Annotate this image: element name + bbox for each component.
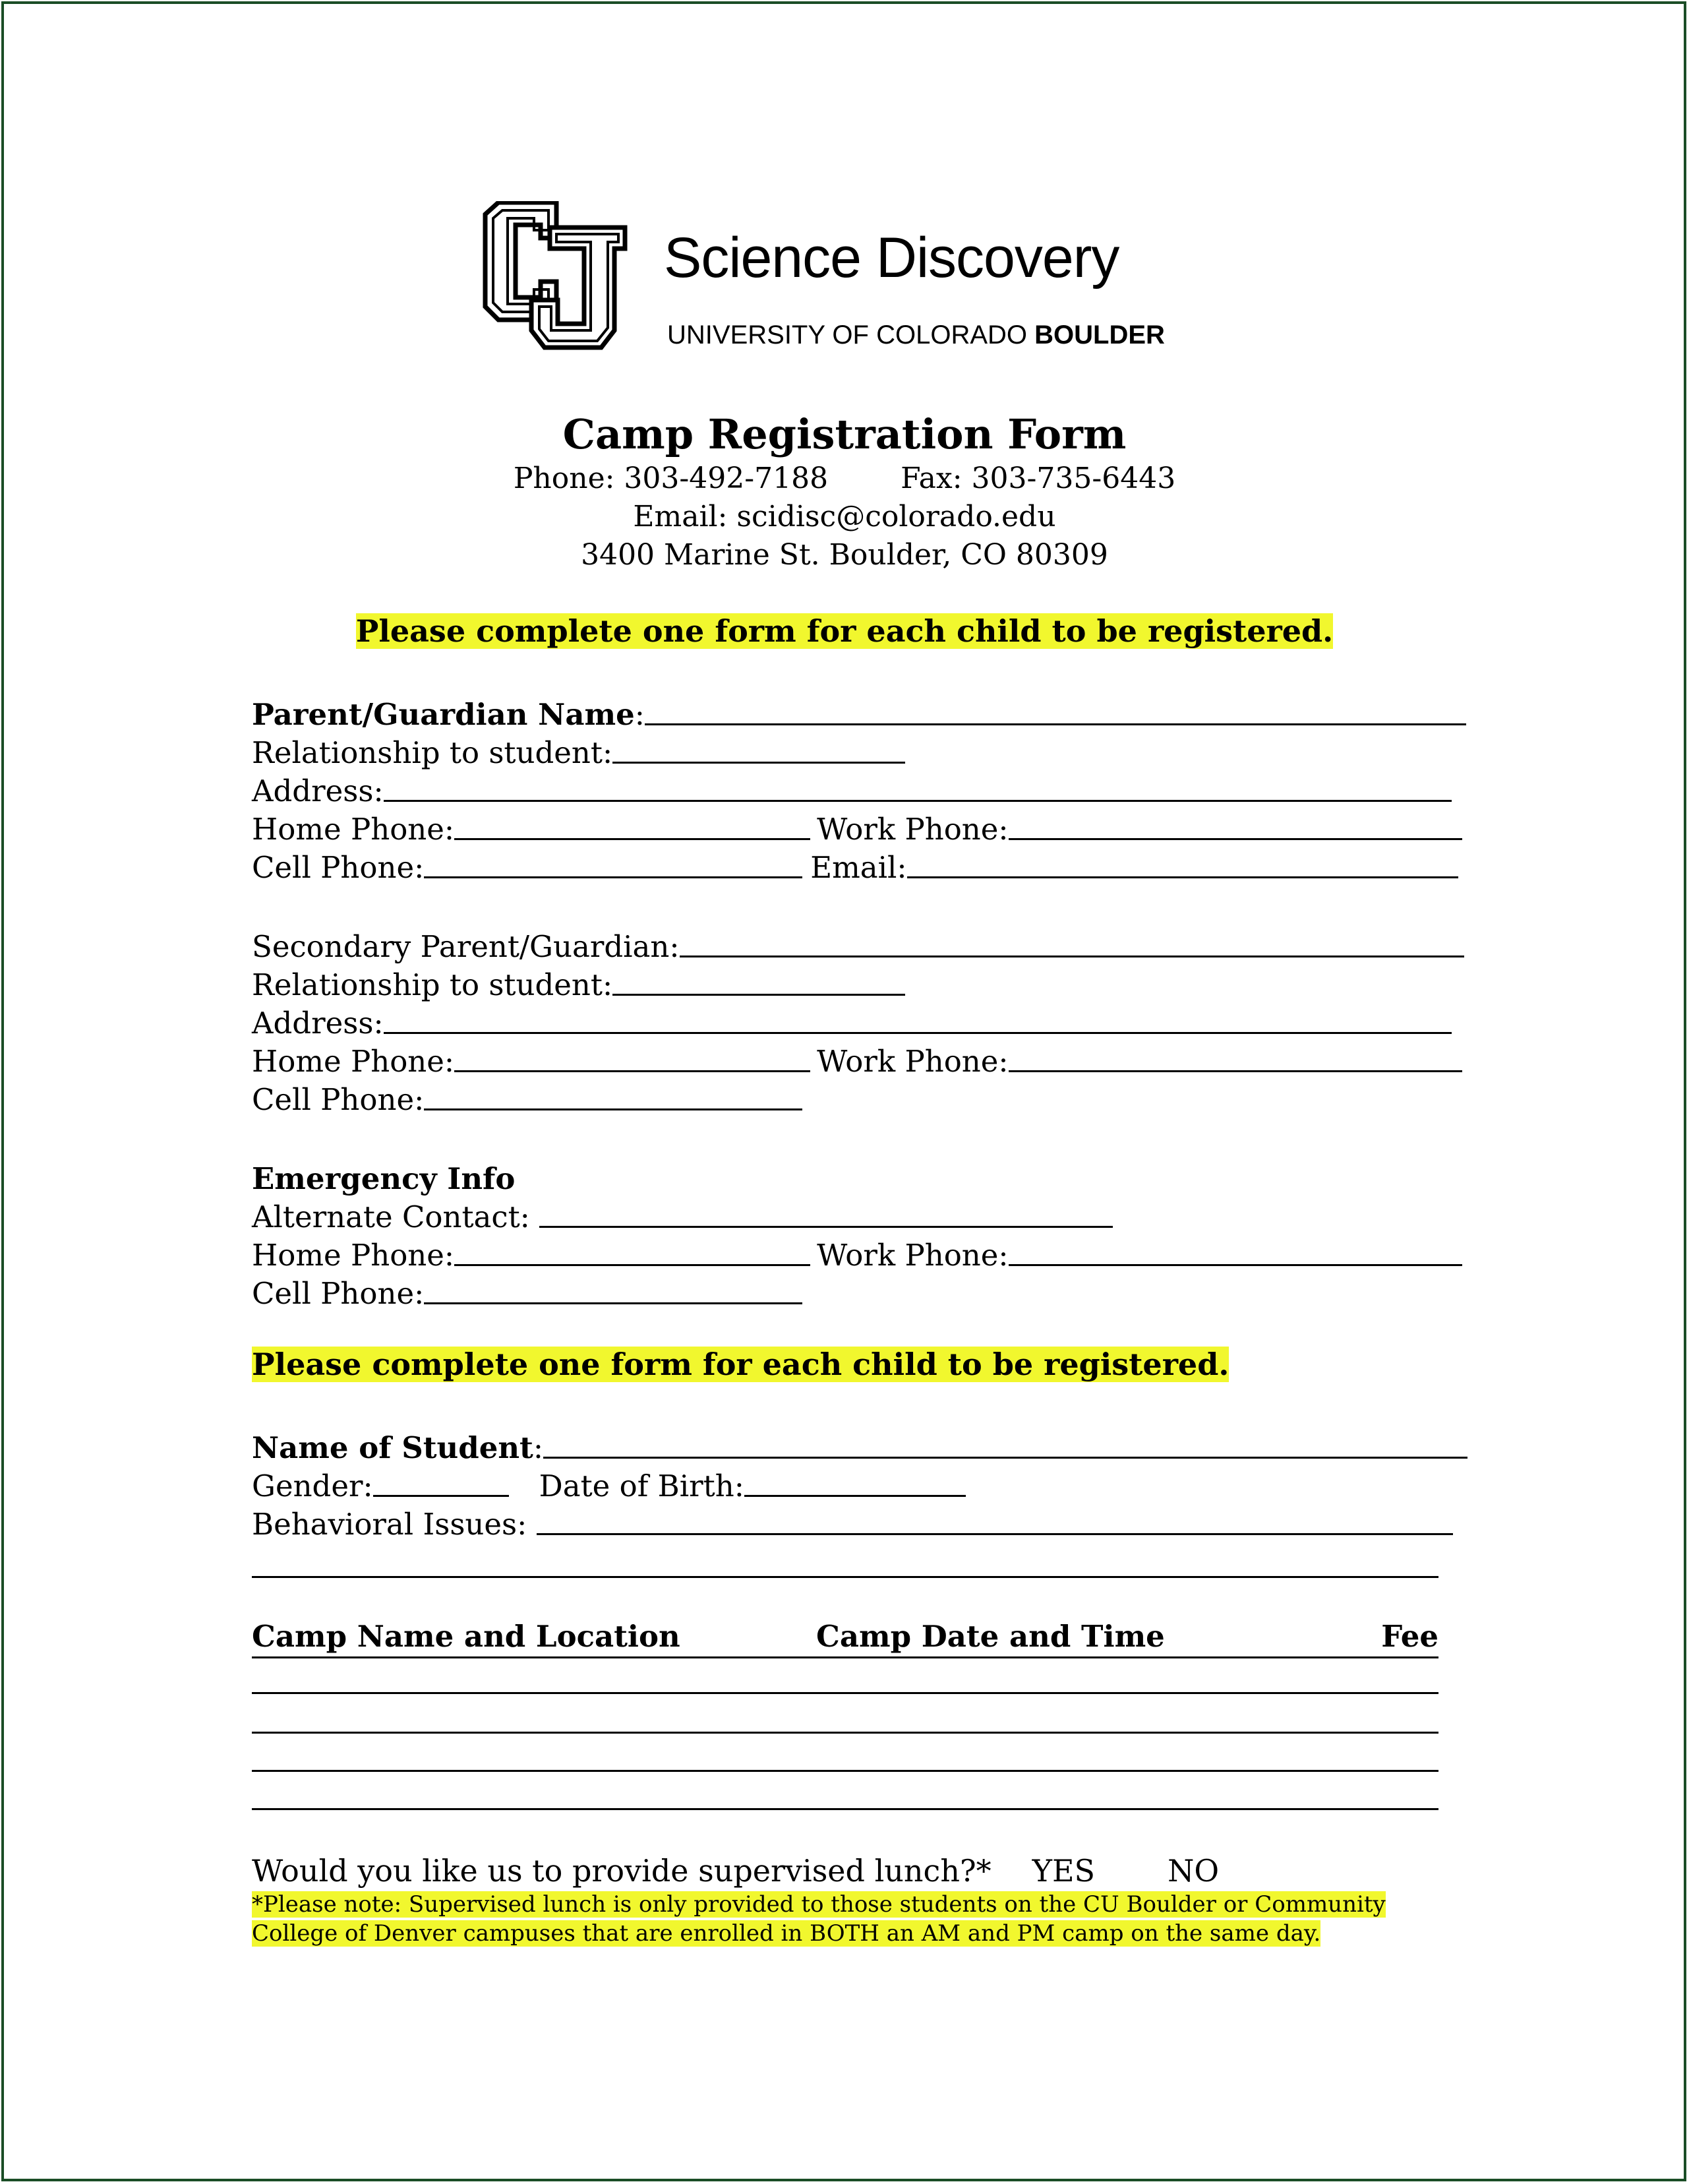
relationship-row	[252, 731, 905, 770]
dob-field[interactable]	[744, 1487, 966, 1497]
gender-field[interactable]	[373, 1487, 509, 1497]
alternate-contact-field[interactable]	[539, 1218, 1113, 1228]
phone-fax-line	[0, 462, 1689, 495]
secondary-cell-phone-label: Cell Phone:	[252, 1082, 425, 1117]
secondary-name-label: Secondary Parent/Guardian:	[252, 929, 680, 964]
emergency-cell-phone-label: Cell Phone:	[252, 1276, 425, 1311]
camp-row-2[interactable]	[252, 1732, 1438, 1734]
address-label: Address:	[252, 774, 384, 808]
dob-label: Date of Birth:	[539, 1469, 744, 1503]
lunch-no-option[interactable]: NO	[1168, 1853, 1220, 1889]
secondary-phones-row	[252, 1039, 1462, 1079]
parent-phones-row	[252, 807, 1462, 847]
emergency-cell-row	[252, 1271, 802, 1311]
behavior-row	[252, 1502, 1453, 1542]
emergency-heading-row	[252, 1157, 515, 1196]
brand-name: Science Discovery	[664, 226, 1119, 289]
cell-phone-label: Cell Phone:	[252, 850, 425, 885]
camp-row-3[interactable]	[252, 1770, 1438, 1772]
email-field[interactable]	[907, 868, 1458, 878]
parent-cell-email-row	[252, 845, 1458, 885]
secondary-home-phone-field[interactable]	[454, 1062, 810, 1072]
camp-table-header	[252, 1616, 1438, 1658]
emergency-heading: Emergency Info	[252, 1161, 516, 1196]
emergency-work-phone-label: Work Phone:	[817, 1238, 1009, 1273]
behavior-field[interactable]	[537, 1525, 1453, 1535]
work-phone-field[interactable]	[1009, 830, 1462, 840]
emergency-phones-row	[252, 1233, 1462, 1273]
notice-text-top: Please complete one form for each child to be registered.	[355, 613, 1334, 649]
brand-sub-bold: BOULDER	[1034, 320, 1165, 349]
lunch-question: Would you like us to provide supervised lunch?*	[252, 1853, 992, 1889]
parent-name-row	[252, 692, 1466, 732]
student-name-row	[252, 1426, 1467, 1465]
emergency-home-phone-field[interactable]	[454, 1256, 810, 1266]
secondary-name-row	[252, 925, 1464, 964]
lunch-yes-option[interactable]: YES	[1032, 1853, 1096, 1889]
fax-number: Fax: 303-735-6443	[901, 462, 1176, 495]
work-phone-label: Work Phone:	[817, 812, 1009, 847]
page-title: Camp Registration Form	[562, 410, 1127, 458]
home-phone-label: Home Phone:	[252, 812, 455, 847]
camp-row-4[interactable]	[252, 1808, 1438, 1810]
alternate-contact-row	[252, 1195, 1113, 1234]
cu-logo-icon	[479, 201, 632, 350]
emergency-cell-phone-field[interactable]	[424, 1294, 802, 1304]
secondary-name-field[interactable]	[680, 948, 1464, 957]
brand-subtitle	[667, 322, 1165, 348]
secondary-address-row	[252, 1001, 1452, 1041]
parent-name-field[interactable]	[645, 715, 1466, 725]
lunch-note-text: *Please note: Supervised lunch is only provided to those students on the CU Boulder or Community College of Denver campuses that are enrolled in BOTH an AM and PM camp on the same day.	[252, 1891, 1386, 1947]
relationship-label: Relationship to student:	[252, 735, 613, 770]
col-camp-date: Camp Date and Time	[816, 1619, 1165, 1654]
secondary-home-phone-label: Home Phone:	[252, 1044, 455, 1079]
email-address: Email: scidisc@colorado.edu	[633, 500, 1056, 533]
parent-name-label: Parent/Guardian Name	[252, 697, 635, 732]
secondary-relationship-label: Relationship to student:	[252, 967, 613, 1002]
address-field[interactable]	[384, 792, 1452, 802]
emergency-work-phone-field[interactable]	[1009, 1256, 1462, 1266]
behavior-field-continued[interactable]	[252, 1576, 1438, 1578]
behavior-label: Behavioral Issues:	[252, 1507, 537, 1542]
alternate-contact-label: Alternate Contact:	[252, 1199, 540, 1234]
secondary-work-phone-label: Work Phone:	[817, 1044, 1009, 1079]
emergency-home-phone-label: Home Phone:	[252, 1238, 455, 1273]
secondary-relationship-field[interactable]	[612, 986, 905, 996]
notice-text-bottom: Please complete one form for each child to be registered.	[252, 1347, 1230, 1382]
relationship-field[interactable]	[612, 754, 905, 764]
address-row	[252, 769, 1452, 808]
lunch-note	[252, 1890, 1452, 1948]
student-name-colon: :	[533, 1430, 544, 1465]
home-phone-field[interactable]	[454, 830, 810, 840]
postal-address: 3400 Marine St. Boulder, CO 80309	[581, 538, 1108, 572]
lunch-row	[252, 1849, 1219, 1889]
camp-row-1[interactable]	[252, 1692, 1438, 1694]
student-name-label: Name of Student	[252, 1430, 533, 1465]
col-fee: Fee	[1381, 1619, 1438, 1654]
secondary-address-label: Address:	[252, 1006, 384, 1041]
phone-number: Phone: 303-492-7188	[513, 462, 829, 495]
secondary-cell-row	[252, 1077, 802, 1117]
cell-phone-field[interactable]	[424, 868, 802, 878]
brand-sub-regular: UNIVERSITY OF COLORADO	[667, 320, 1035, 349]
gender-label: Gender:	[252, 1469, 373, 1503]
gender-dob-row	[252, 1464, 966, 1503]
secondary-cell-phone-field[interactable]	[424, 1101, 802, 1110]
secondary-relationship-row	[252, 963, 905, 1002]
notice-banner-bottom	[252, 1347, 1229, 1382]
secondary-work-phone-field[interactable]	[1009, 1062, 1462, 1072]
email-label: Email:	[810, 850, 907, 885]
student-name-field[interactable]	[543, 1449, 1467, 1459]
parent-name-colon: :	[634, 697, 645, 732]
notice-banner-top	[0, 613, 1689, 649]
secondary-address-field[interactable]	[384, 1024, 1452, 1034]
col-camp-name: Camp Name and Location	[252, 1619, 680, 1654]
